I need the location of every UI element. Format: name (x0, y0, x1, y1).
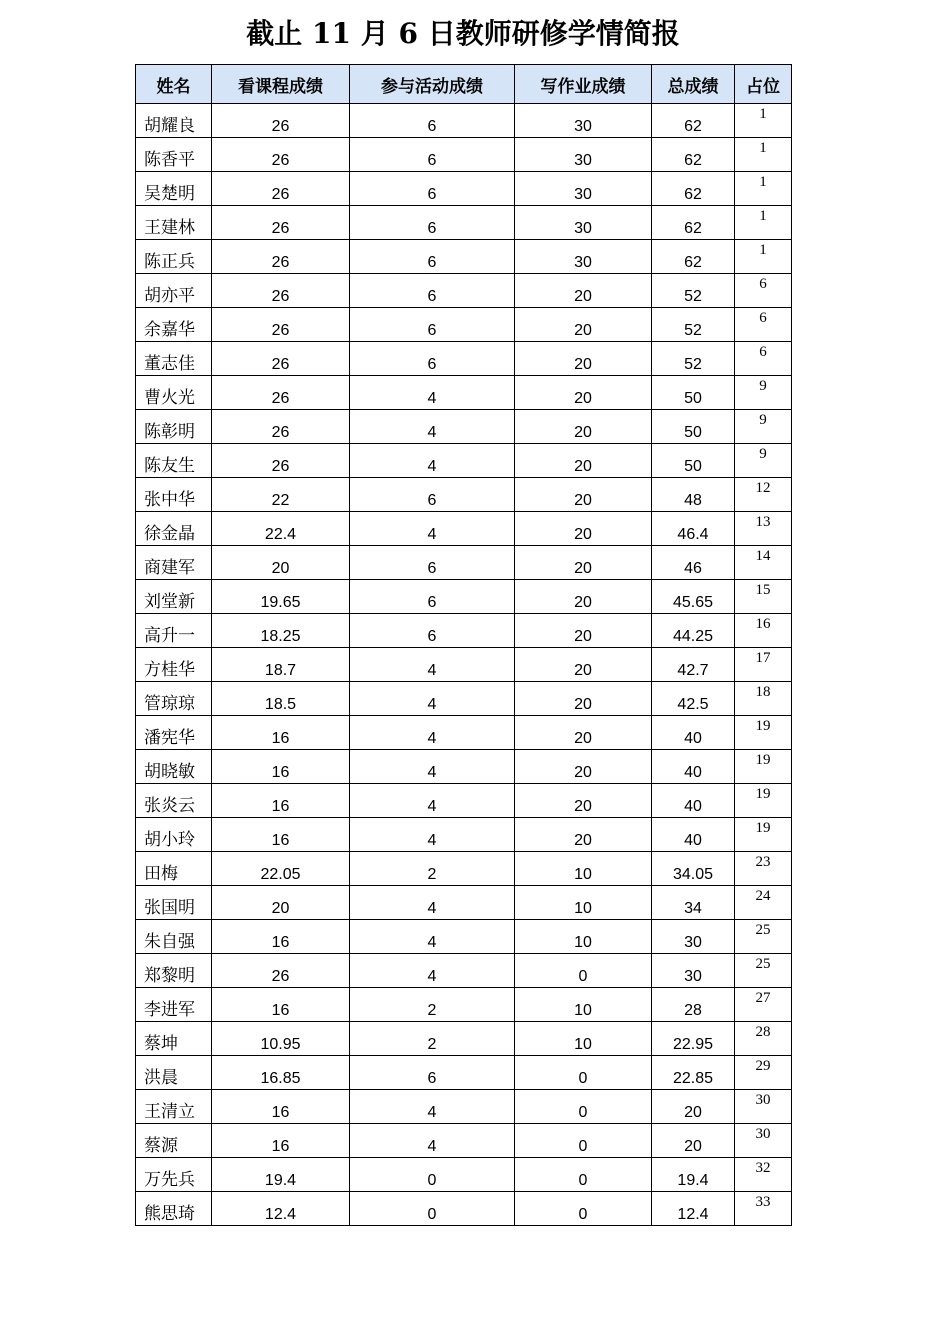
cell-rank: 28 (735, 1022, 792, 1056)
cell-name: 陈彰明 (136, 410, 212, 444)
cell-activity-score: 4 (350, 818, 515, 852)
cell-course-score: 18.5 (212, 682, 350, 716)
cell-rank: 33 (735, 1192, 792, 1226)
table-row (136, 1056, 792, 1090)
cell-homework-score: 20 (515, 274, 652, 308)
cell-rank: 6 (735, 308, 792, 342)
cell-total-score: 62 (652, 104, 735, 138)
table-row (136, 546, 792, 580)
cell-course-score: 16 (212, 750, 350, 784)
table-row (136, 274, 792, 308)
cell-homework-score: 20 (515, 444, 652, 478)
table-header (136, 65, 792, 104)
cell-rank: 6 (735, 342, 792, 376)
cell-homework-score: 20 (515, 580, 652, 614)
table-row (136, 818, 792, 852)
cell-name: 王清立 (136, 1090, 212, 1124)
cell-course-score: 26 (212, 410, 350, 444)
cell-total-score: 48 (652, 478, 735, 512)
cell-activity-score: 4 (350, 954, 515, 988)
table-row (136, 1022, 792, 1056)
table-row (136, 104, 792, 138)
cell-rank: 1 (735, 138, 792, 172)
cell-total-score: 30 (652, 920, 735, 954)
cell-homework-score: 20 (515, 308, 652, 342)
cell-course-score: 18.25 (212, 614, 350, 648)
cell-name: 徐金晶 (136, 512, 212, 546)
cell-activity-score: 6 (350, 172, 515, 206)
cell-total-score: 62 (652, 240, 735, 274)
cell-rank: 18 (735, 682, 792, 716)
cell-rank: 1 (735, 172, 792, 206)
cell-activity-score: 6 (350, 274, 515, 308)
cell-total-score: 44.25 (652, 614, 735, 648)
cell-homework-score: 20 (515, 342, 652, 376)
cell-total-score: 45.65 (652, 580, 735, 614)
table-row (136, 648, 792, 682)
cell-homework-score: 20 (515, 614, 652, 648)
table-row (136, 376, 792, 410)
cell-activity-score: 4 (350, 1090, 515, 1124)
page-title: 截止 11 月 6 日教师研修学情简报 (246, 17, 680, 50)
cell-rank: 1 (735, 240, 792, 274)
table-row (136, 138, 792, 172)
cell-course-score: 26 (212, 206, 350, 240)
cell-name: 张中华 (136, 478, 212, 512)
cell-course-score: 26 (212, 308, 350, 342)
cell-homework-score: 30 (515, 206, 652, 240)
cell-name: 陈香平 (136, 138, 212, 172)
cell-course-score: 22.4 (212, 512, 350, 546)
cell-name: 潘宪华 (136, 716, 212, 750)
cell-rank: 19 (735, 818, 792, 852)
header-rank: 占位 (735, 65, 792, 104)
cell-name: 曹火光 (136, 376, 212, 410)
cell-course-score: 20 (212, 546, 350, 580)
cell-name: 朱自强 (136, 920, 212, 954)
table-row (136, 444, 792, 478)
cell-activity-score: 6 (350, 206, 515, 240)
cell-course-score: 26 (212, 376, 350, 410)
cell-total-score: 22.95 (652, 1022, 735, 1056)
cell-rank: 19 (735, 716, 792, 750)
cell-total-score: 22.85 (652, 1056, 735, 1090)
cell-rank: 15 (735, 580, 792, 614)
cell-activity-score: 6 (350, 342, 515, 376)
cell-homework-score: 10 (515, 920, 652, 954)
table-row (136, 172, 792, 206)
table-row (136, 614, 792, 648)
cell-total-score: 62 (652, 172, 735, 206)
cell-name: 方桂华 (136, 648, 212, 682)
cell-name: 熊思琦 (136, 1192, 212, 1226)
table-row (136, 920, 792, 954)
cell-course-score: 20 (212, 886, 350, 920)
cell-total-score: 40 (652, 716, 735, 750)
cell-total-score: 62 (652, 206, 735, 240)
cell-homework-score: 30 (515, 172, 652, 206)
cell-total-score: 52 (652, 308, 735, 342)
cell-course-score: 16 (212, 818, 350, 852)
cell-rank: 6 (735, 274, 792, 308)
cell-total-score: 12.4 (652, 1192, 735, 1226)
cell-activity-score: 4 (350, 716, 515, 750)
cell-course-score: 16 (212, 988, 350, 1022)
cell-activity-score: 4 (350, 512, 515, 546)
cell-homework-score: 20 (515, 512, 652, 546)
cell-activity-score: 6 (350, 546, 515, 580)
cell-rank: 1 (735, 104, 792, 138)
cell-name: 刘堂新 (136, 580, 212, 614)
cell-activity-score: 6 (350, 614, 515, 648)
cell-homework-score: 20 (515, 648, 652, 682)
cell-activity-score: 4 (350, 750, 515, 784)
cell-total-score: 52 (652, 274, 735, 308)
cell-course-score: 26 (212, 104, 350, 138)
cell-course-score: 26 (212, 444, 350, 478)
cell-course-score: 16 (212, 716, 350, 750)
cell-course-score: 10.95 (212, 1022, 350, 1056)
cell-activity-score: 4 (350, 682, 515, 716)
table-row (136, 478, 792, 512)
cell-name: 郑黎明 (136, 954, 212, 988)
cell-name: 张国明 (136, 886, 212, 920)
cell-homework-score: 20 (515, 784, 652, 818)
table-row (136, 1158, 792, 1192)
cell-homework-score: 0 (515, 1056, 652, 1090)
cell-name: 胡亦平 (136, 274, 212, 308)
cell-rank: 1 (735, 206, 792, 240)
header-course-score: 看课程成绩 (212, 65, 350, 104)
cell-name: 胡耀良 (136, 104, 212, 138)
cell-total-score: 30 (652, 954, 735, 988)
cell-rank: 32 (735, 1158, 792, 1192)
cell-homework-score: 20 (515, 682, 652, 716)
cell-course-score: 19.4 (212, 1158, 350, 1192)
cell-activity-score: 4 (350, 410, 515, 444)
cell-homework-score: 20 (515, 750, 652, 784)
table-row (136, 852, 792, 886)
cell-homework-score: 0 (515, 1090, 652, 1124)
cell-rank: 23 (735, 852, 792, 886)
table-row (136, 1192, 792, 1226)
cell-total-score: 20 (652, 1124, 735, 1158)
cell-homework-score: 10 (515, 852, 652, 886)
cell-homework-score: 30 (515, 138, 652, 172)
cell-rank: 24 (735, 886, 792, 920)
table-row (136, 682, 792, 716)
cell-total-score: 40 (652, 818, 735, 852)
cell-activity-score: 6 (350, 1056, 515, 1090)
cell-total-score: 62 (652, 138, 735, 172)
cell-activity-score: 4 (350, 886, 515, 920)
cell-name: 蔡坤 (136, 1022, 212, 1056)
cell-activity-score: 2 (350, 1022, 515, 1056)
table-row (136, 750, 792, 784)
cell-rank: 12 (735, 478, 792, 512)
cell-course-score: 16 (212, 1090, 350, 1124)
cell-total-score: 20 (652, 1090, 735, 1124)
cell-course-score: 18.7 (212, 648, 350, 682)
cell-rank: 25 (735, 920, 792, 954)
cell-rank: 25 (735, 954, 792, 988)
cell-course-score: 22 (212, 478, 350, 512)
table-row (136, 886, 792, 920)
cell-homework-score: 30 (515, 240, 652, 274)
cell-rank: 9 (735, 410, 792, 444)
cell-activity-score: 6 (350, 240, 515, 274)
cell-total-score: 46 (652, 546, 735, 580)
cell-name: 胡晓敏 (136, 750, 212, 784)
cell-total-score: 42.5 (652, 682, 735, 716)
table-row (136, 1090, 792, 1124)
cell-homework-score: 10 (515, 1022, 652, 1056)
header-name: 姓名 (136, 65, 212, 104)
cell-homework-score: 0 (515, 954, 652, 988)
cell-name: 张炎云 (136, 784, 212, 818)
cell-name: 王建林 (136, 206, 212, 240)
cell-name: 洪晨 (136, 1056, 212, 1090)
cell-name: 蔡源 (136, 1124, 212, 1158)
cell-rank: 19 (735, 784, 792, 818)
cell-total-score: 50 (652, 444, 735, 478)
cell-homework-score: 0 (515, 1192, 652, 1226)
cell-activity-score: 2 (350, 988, 515, 1022)
cell-rank: 14 (735, 546, 792, 580)
cell-name: 胡小玲 (136, 818, 212, 852)
cell-name: 田梅 (136, 852, 212, 886)
cell-homework-score: 30 (515, 104, 652, 138)
cell-homework-score: 20 (515, 376, 652, 410)
cell-total-score: 34 (652, 886, 735, 920)
table-row (136, 580, 792, 614)
cell-course-score: 26 (212, 274, 350, 308)
table-row (136, 410, 792, 444)
table-row (136, 512, 792, 546)
cell-rank: 9 (735, 376, 792, 410)
table-body (136, 104, 792, 1226)
cell-course-score: 16 (212, 784, 350, 818)
cell-rank: 13 (735, 512, 792, 546)
cell-total-score: 40 (652, 750, 735, 784)
cell-activity-score: 4 (350, 648, 515, 682)
cell-course-score: 22.05 (212, 852, 350, 886)
cell-activity-score: 6 (350, 104, 515, 138)
cell-name: 陈正兵 (136, 240, 212, 274)
cell-homework-score: 20 (515, 546, 652, 580)
table-row (136, 342, 792, 376)
table-row (136, 240, 792, 274)
cell-name: 万先兵 (136, 1158, 212, 1192)
header-homework-score: 写作业成绩 (515, 65, 652, 104)
cell-activity-score: 6 (350, 478, 515, 512)
cell-course-score: 26 (212, 954, 350, 988)
cell-course-score: 16 (212, 1124, 350, 1158)
table-row (136, 716, 792, 750)
cell-activity-score: 4 (350, 376, 515, 410)
cell-course-score: 26 (212, 138, 350, 172)
cell-rank: 19 (735, 750, 792, 784)
cell-total-score: 28 (652, 988, 735, 1022)
cell-total-score: 34.05 (652, 852, 735, 886)
cell-total-score: 40 (652, 784, 735, 818)
cell-name: 管琼琼 (136, 682, 212, 716)
cell-name: 商建军 (136, 546, 212, 580)
cell-activity-score: 6 (350, 580, 515, 614)
cell-homework-score: 20 (515, 478, 652, 512)
cell-rank: 16 (735, 614, 792, 648)
cell-course-score: 26 (212, 342, 350, 376)
table-row (136, 206, 792, 240)
cell-activity-score: 0 (350, 1158, 515, 1192)
cell-rank: 30 (735, 1124, 792, 1158)
cell-total-score: 50 (652, 376, 735, 410)
table-row (136, 1124, 792, 1158)
cell-rank: 29 (735, 1056, 792, 1090)
table-row (136, 954, 792, 988)
cell-name: 陈友生 (136, 444, 212, 478)
cell-course-score: 26 (212, 172, 350, 206)
cell-total-score: 50 (652, 410, 735, 444)
cell-homework-score: 10 (515, 988, 652, 1022)
cell-homework-score: 0 (515, 1124, 652, 1158)
cell-course-score: 26 (212, 240, 350, 274)
cell-activity-score: 4 (350, 444, 515, 478)
header-activity-score: 参与活动成绩 (350, 65, 515, 104)
cell-rank: 30 (735, 1090, 792, 1124)
header-row (136, 65, 792, 104)
cell-name: 董志佳 (136, 342, 212, 376)
cell-homework-score: 20 (515, 410, 652, 444)
cell-name: 余嘉华 (136, 308, 212, 342)
cell-homework-score: 20 (515, 818, 652, 852)
cell-activity-score: 4 (350, 920, 515, 954)
cell-homework-score: 20 (515, 716, 652, 750)
cell-total-score: 46.4 (652, 512, 735, 546)
cell-total-score: 52 (652, 342, 735, 376)
cell-total-score: 42.7 (652, 648, 735, 682)
cell-activity-score: 4 (350, 784, 515, 818)
cell-rank: 9 (735, 444, 792, 478)
cell-name: 李进军 (136, 988, 212, 1022)
cell-homework-score: 10 (515, 886, 652, 920)
cell-rank: 27 (735, 988, 792, 1022)
cell-name: 吴楚明 (136, 172, 212, 206)
table-row (136, 308, 792, 342)
cell-activity-score: 4 (350, 1124, 515, 1158)
cell-course-score: 19.65 (212, 580, 350, 614)
cell-course-score: 12.4 (212, 1192, 350, 1226)
cell-activity-score: 2 (350, 852, 515, 886)
cell-activity-score: 6 (350, 138, 515, 172)
cell-course-score: 16.85 (212, 1056, 350, 1090)
cell-homework-score: 0 (515, 1158, 652, 1192)
table-row (136, 784, 792, 818)
cell-rank: 17 (735, 648, 792, 682)
cell-activity-score: 0 (350, 1192, 515, 1226)
cell-total-score: 19.4 (652, 1158, 735, 1192)
cell-course-score: 16 (212, 920, 350, 954)
score-table (135, 64, 792, 1226)
table-row (136, 988, 792, 1022)
cell-name: 高升一 (136, 614, 212, 648)
cell-activity-score: 6 (350, 308, 515, 342)
header-total-score: 总成绩 (652, 65, 735, 104)
